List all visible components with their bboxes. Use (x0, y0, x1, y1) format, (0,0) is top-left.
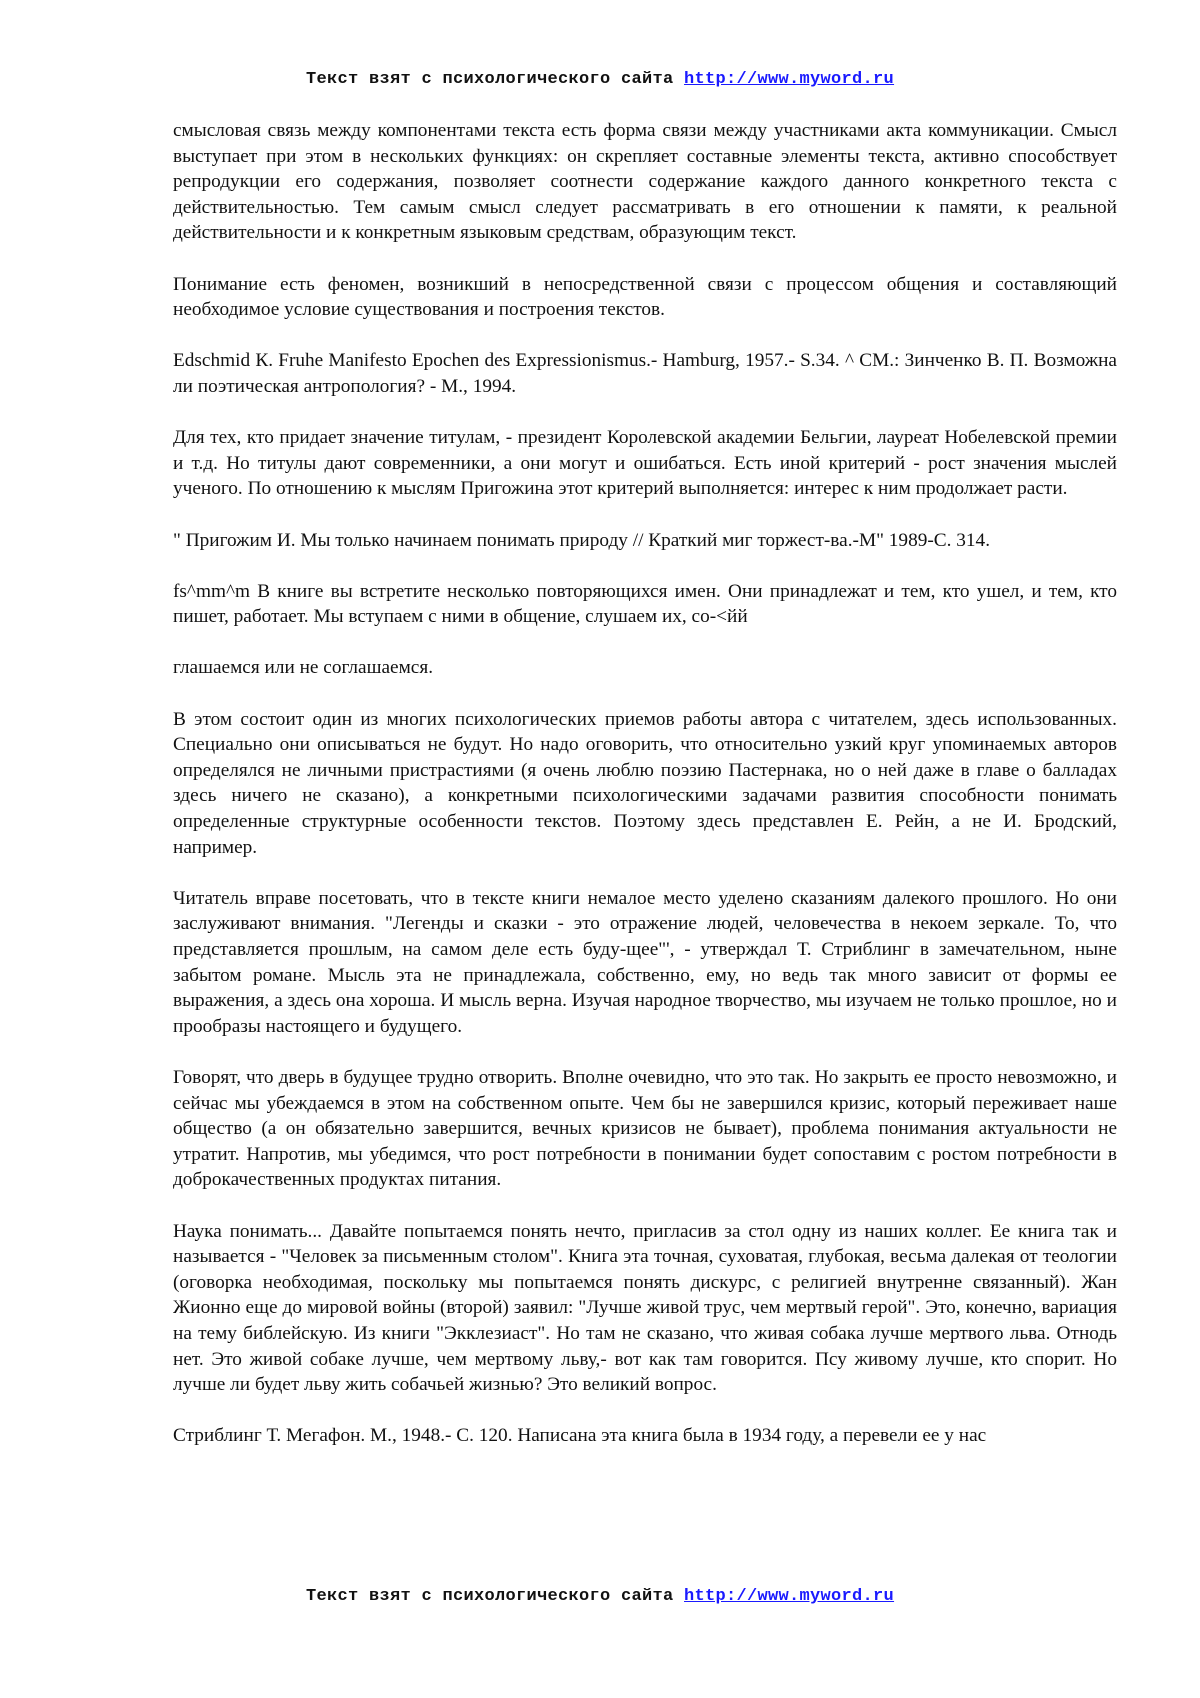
header-site-link[interactable]: http://www.myword.ru (684, 70, 895, 89)
footnote-paragraph: " Пригожим И. Мы только начинаем понимать природу // Краткий миг торжест-ва.-М" 1989-С. 314. (173, 529, 991, 551)
paragraph: Говорят, что дверь в будущее трудно отворить. Вполне очевидно, что это так. Но закрыть ее просто невозможно, и сейчас мы убеждаемся в этом на собственном опыте. Чем бы не завершился кризис, который переживает наше общество (а он обязательно завершится, вечных кризисов не бывает), проблема понимания актуальности не утратит. Напротив, мы убедимся, что рост потребности в понимании будет сопоставим с ростом потребности в доброкачественных продуктах питания. (173, 1066, 1117, 1191)
paragraph: Наука понимать... Давайте попытаемся понять нечто, пригласив за стол одну из наших коллег. Ее книга так и называется - "Человек за письменным столом". Книга эта точная, суховатая, глубокая, весьма далекая от теологии (оговорка необходимая, поскольку мы попытаемся понять дискурс, с религией внутренне связанный). Жан Жионно еще до мировой войны (второй) заявил: "Лучше живой трус, чем мертвый герой". Это, конечно, вариация на тему библейскую. Из книги "Экклезиаст". Но там не сказано, что живая собака лучше мертвого льва. Отнодь нет. Это живой собаке лучше, чем мертвому льву,- вот как там говорится. Псу живому лучше, кто спорит. Но лучше ли будет льву жить собачьей жизнью? Это великий вопрос. (173, 1220, 1117, 1396)
page-header (0, 70, 1200, 89)
document-body (173, 118, 1117, 1449)
paragraph: смысловая связь между компонентами текста есть форма связи между участниками акта коммуникации. Смысл выступает при этом в нескольких функциях: он скрепляет составные элементы текста, активно способствует репродукции его содержания, позволяет соотнести содержание каждого данного конкретного текста с действительностью. Тем самым смысл следует рассматривать в его отношении к памяти, к реальной действительности и к конкретным языковым средствам, образующим текст. (173, 120, 1117, 244)
paragraph: fs^mm^m В книге вы встретите несколько повторяющихся имен. Они принадлежат и тем, кто ушел, и тем, кто пишет, работает. Мы вступаем с ними в общение, слушаем их, со-<йй (173, 580, 1117, 628)
footer-site-link[interactable]: http://www.myword.ru (684, 1587, 895, 1606)
paragraph: Читатель вправе посетовать, что в тексте книги немалое место уделено сказаниям далекого прошлого. Но они заслуживают внимания. "Легенды и сказки - это отражение людей, человечества в некоем зеркале. То, что представляется прошлым, на самом деле есть буду-щее"', - утверждал Т. Стриблинг в замечательном, ныне забытом романе. Мысль эта не принадлежала, собственно, ему, но ведь так много зависит от формы ее выражения, а здесь она хороша. И мысль верна. Изучая народное творчество, мы изучаем не только прошлое, но и прообразы настоящего и будущего. (173, 887, 1117, 1037)
page-footer (0, 1587, 1200, 1606)
footer-source-text: Текст взят с психологического сайта (305, 1587, 674, 1606)
paragraph: Понимание есть феномен, возникший в непосредственной связи с процессом общения и составляющий необходимое условие существования и построения текстов. (173, 273, 1117, 321)
header-source-text: Текст взят с психологического сайта (305, 70, 674, 89)
paragraph: Для тех, кто придает значение титулам, - президент Королевской академии Бельгии, лауреат Нобелевской премии и т.д. Но титулы дают современники, а они могут и ошибаться. Есть иной критерий - рост значения мыслей ученого. По отношению к мыслям Пригожина этот критерий выполняется: интерес к ним продолжает расти. (173, 427, 1117, 500)
paragraph: глашаемся или не соглашаемся. (173, 657, 434, 679)
footnote-paragraph: Edschmid К. Fruhe Manifesto Epochen des Expressionismus.- Hamburg, 1957.- S.34. ^ СМ.: Зинченко В. П. Возможна ли поэтическая антропология? - М., 1994. (173, 350, 1117, 397)
paragraph: В этом состоит один из многих психологических приемов работы автора с читателем, здесь использованных. Специально они описываться не будут. Но надо оговорить, что относительно узкий круг упоминаемых авторов определялся не личными пристрастиями (я очень люблю поэзию Пастернака, но о ней даже в главе о балладах здесь ничего не сказано), а конкретными психологическими задачами развития способности понимать определенные структурные особенности текстов. Поэтому здесь представлен Е. Рейн, а не И. Бродский, например. (173, 708, 1117, 858)
footnote-paragraph: Стриблинг Т. Мегафон. М., 1948.- С. 120. Написана эта книга была в 1934 году, а перевели ее у нас (173, 1425, 987, 1447)
